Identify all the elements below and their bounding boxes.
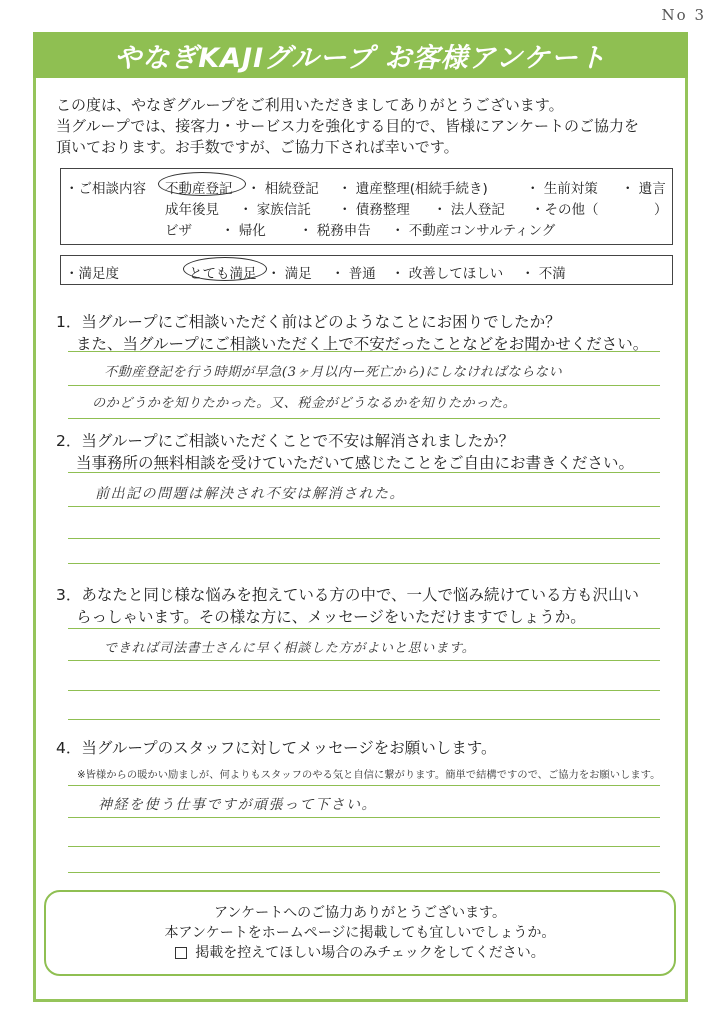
option-dissatisfied[interactable]: ・ 不満 <box>521 266 566 282</box>
option-pre-death-planning[interactable]: ・ 生前対策 <box>526 181 598 197</box>
question-line: 1．当グループにご相談いただく前はどのようなことにお困りでしたか？ <box>56 313 561 331</box>
answer-line <box>68 385 660 386</box>
answer-line <box>68 472 660 473</box>
answer-line <box>68 660 660 661</box>
handwritten-answer[interactable]: 不動産登記を行う時期が早急(3ヶ月以内ー死亡から)にしなければならない <box>104 365 563 380</box>
handwritten-answer[interactable]: 前出記の問題は解決され不安は解消された。 <box>95 486 405 502</box>
answer-line <box>68 785 660 786</box>
satisfaction-label: ・満足度 <box>65 266 119 282</box>
question-3 <box>56 584 639 628</box>
footer-permission-question: 本アンケートをホームページに掲載しても宜しいでしょうか。 <box>164 925 556 941</box>
answer-line <box>68 719 660 720</box>
answer-line <box>68 506 660 507</box>
intro-line: 頂いております。お手数ですが、ご協力下されば幸いです。 <box>56 138 459 156</box>
option-other[interactable]: ・その他（ <box>531 202 599 218</box>
question-line: 4．当グループのスタッフに対してメッセージをお願いします。 <box>56 739 497 757</box>
question-line: また、当グループにご相談いただく上で不安だったことなどをお聞かせください。 <box>76 335 649 353</box>
answer-line <box>68 351 660 352</box>
footer-box <box>44 890 676 976</box>
answer-line <box>68 817 660 818</box>
intro-text <box>56 95 676 158</box>
question-line: 3．あなたと同じ様な悩みを抱えている方の中で、一人で悩み続けている方も沢山い <box>56 586 640 604</box>
option-satisfied[interactable]: ・ 満足 <box>267 266 312 282</box>
page-number: No 3 <box>661 6 706 24</box>
option-tax-filing[interactable]: ・ 税務申告 <box>299 223 371 239</box>
option-real-estate-registration[interactable]: 不動産登記 <box>165 181 233 197</box>
option-naturalization[interactable]: ・ 帰化 <box>221 223 266 239</box>
consultation-box <box>60 168 673 245</box>
question-line: 2．当グループにご相談いただくことで不安は解消されましたか？ <box>56 432 515 450</box>
answer-line <box>68 563 660 564</box>
handwritten-answer[interactable]: のかどうかを知りたかった。又、税金がどうなるかを知りたかった。 <box>92 396 517 411</box>
question-2 <box>56 430 634 474</box>
footer-checkbox-row <box>175 943 545 963</box>
option-corporate-registration[interactable]: ・ 法人登記 <box>433 202 505 218</box>
question-4 <box>56 737 496 759</box>
option-very-satisfied[interactable]: とても満足 <box>189 266 257 282</box>
answer-line <box>68 690 660 691</box>
option-family-trust[interactable]: ・ 家族信託 <box>239 202 311 218</box>
question-4-note: ※皆様からの暖かい励ましが、何よりもスタッフのやる気と自信に繋がります。簡単で結構ですので、ご協力をお願いします。 <box>77 769 661 781</box>
option-visa[interactable]: ビザ <box>165 223 192 239</box>
option-debt-settlement[interactable]: ・ 債務整理 <box>338 202 410 218</box>
question-line: らっしゃいます。その様な方に、メッセージをいただけますでしょうか。 <box>76 608 586 626</box>
checkbox-label: 掲載を控えてほしい場合のみチェックをしてください。 <box>195 945 545 961</box>
option-inheritance-registration[interactable]: ・ 相続登記 <box>247 181 319 197</box>
answer-line <box>68 628 660 629</box>
survey-title: やなぎKAJIグループ お客様アンケート <box>33 32 688 78</box>
opt-out-checkbox[interactable] <box>175 947 187 959</box>
option-other-close: ） <box>654 202 668 218</box>
question-1 <box>56 311 648 355</box>
consultation-label: ・ご相談内容 <box>65 181 146 197</box>
option-will[interactable]: ・ 遺言 <box>621 181 666 197</box>
intro-line: 当グループでは、接客力・サービス力を強化する目的で、皆様にアンケートのご協力を <box>56 117 640 135</box>
intro-line: この度は、やなぎグループをご利用いただきましてありがとうございます。 <box>56 96 564 114</box>
handwritten-answer[interactable]: 神経を使う仕事ですが頑張って下さい。 <box>98 797 377 813</box>
answer-line <box>68 418 660 419</box>
option-real-estate-consulting[interactable]: ・ 不動産コンサルティング <box>391 223 556 239</box>
answer-line <box>68 872 660 873</box>
answer-line <box>68 846 660 847</box>
option-average[interactable]: ・ 普通 <box>331 266 376 282</box>
option-adult-guardianship[interactable]: 成年後見 <box>165 202 219 218</box>
satisfaction-box <box>60 255 673 285</box>
footer-thanks: アンケートへのご協力ありがとうございます。 <box>213 905 507 921</box>
question-line: 当事務所の無料相談を受けていただいて感じたことをご自由にお書きください。 <box>76 454 635 472</box>
option-estate-settlement[interactable]: ・ 遺産整理(相続手続き) <box>338 181 488 197</box>
handwritten-answer[interactable]: できれば司法書士さんに早く相談した方がよいと思います。 <box>104 641 476 656</box>
answer-line <box>68 538 660 539</box>
option-needs-improvement[interactable]: ・ 改善してほしい <box>391 266 504 282</box>
